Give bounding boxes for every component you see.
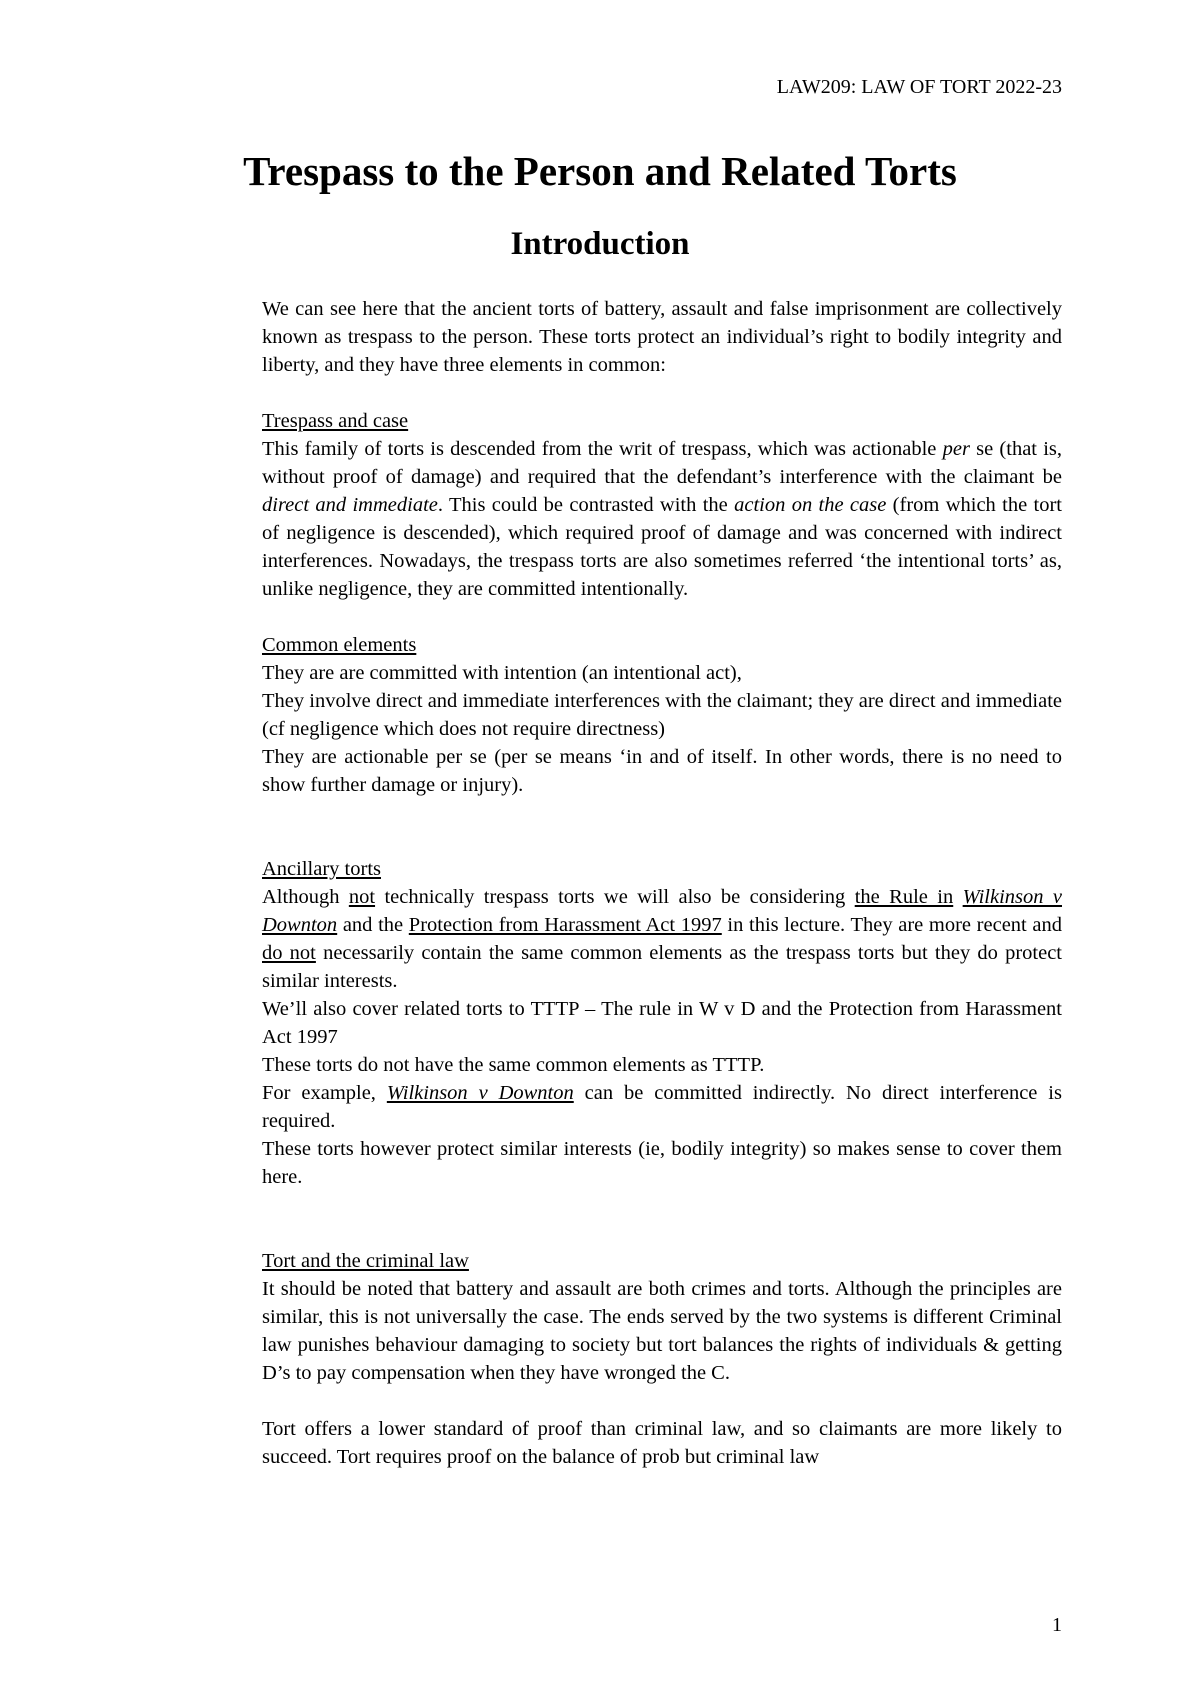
ancillary-line: For example, Wilkinson v Downton can be committed indirectly. No direct interference is required.: [262, 1082, 1062, 1132]
common-element-line: They involve direct and immediate interferences with the claimant; they are direct and immediate (cf negligence which does not require directness): [262, 690, 1062, 740]
running-header: LAW209: LAW OF TORT 2022-23: [776, 76, 1062, 98]
ancillary-line: We’ll also cover related torts to TTTP – The rule in W v D and the Protection from Harassment Act 1997: [262, 998, 1062, 1048]
heading-ancillary-torts: Ancillary torts: [262, 858, 381, 880]
intro-paragraph: We can see here that the ancient torts of battery, assault and false imprisonment are collectively known as trespass to the person. These torts protect an individual’s right to bodily integrity and liberty, and they have three elements in common:: [262, 298, 1062, 376]
heading-tort-and-criminal-law: Tort and the criminal law: [262, 1250, 469, 1272]
ancillary-line: These torts do not have the same common elements as TTTP.: [262, 1054, 765, 1076]
document-body: [262, 295, 1062, 1471]
trespass-case-paragraph: This family of torts is descended from the writ of trespass, which was actionable per se (that is, without proof of damage) and required that the defendant’s interference with the claimant be direct and immediate. This could be contrasted with the action on the case (from which the tort of negligence is descended), which required proof of damage and was concerned with indirect interferences. Nowadays, the trespass torts are also sometimes referred ‘the intentional torts’ as, unlike negligence, they are committed intentionally.: [262, 438, 1062, 600]
criminal-paragraph: Tort offers a lower standard of proof than criminal law, and so claimants are more likely to succeed. Tort requires proof on the balance of prob but criminal law: [262, 1418, 1062, 1468]
heading-trespass-and-case: Trespass and case: [262, 410, 409, 432]
ancillary-paragraph: Although not technically trespass torts we will also be considering the Rule in Wilkinson v Downton and the Protection from Harassment Act 1997 in this lecture. They are more recent and do not necessarily contain the same common elements as the trespass torts but they do protect similar interests.: [262, 886, 1062, 992]
section-title: Introduction: [510, 226, 690, 262]
ancillary-line: These torts however protect similar interests (ie, bodily integrity) so makes sense to cover them here.: [262, 1138, 1062, 1188]
page-number: 1: [1052, 1614, 1062, 1636]
common-element-line: They are actionable per se (per se means ‘in and of itself. In other words, there is no need to show further damage or injury).: [262, 746, 1062, 796]
common-element-line: They are are committed with intention (an intentional act),: [262, 662, 742, 684]
document-title: Trespass to the Person and Related Torts: [243, 148, 957, 194]
criminal-paragraph: It should be noted that battery and assault are both crimes and torts. Although the principles are similar, this is not universally the case. The ends served by the two systems is different Criminal law punishes behaviour damaging to society but tort balances the rights of individuals & getting D’s to pay compensation when they have wronged the C.: [262, 1278, 1062, 1384]
heading-common-elements: Common elements: [262, 634, 417, 656]
